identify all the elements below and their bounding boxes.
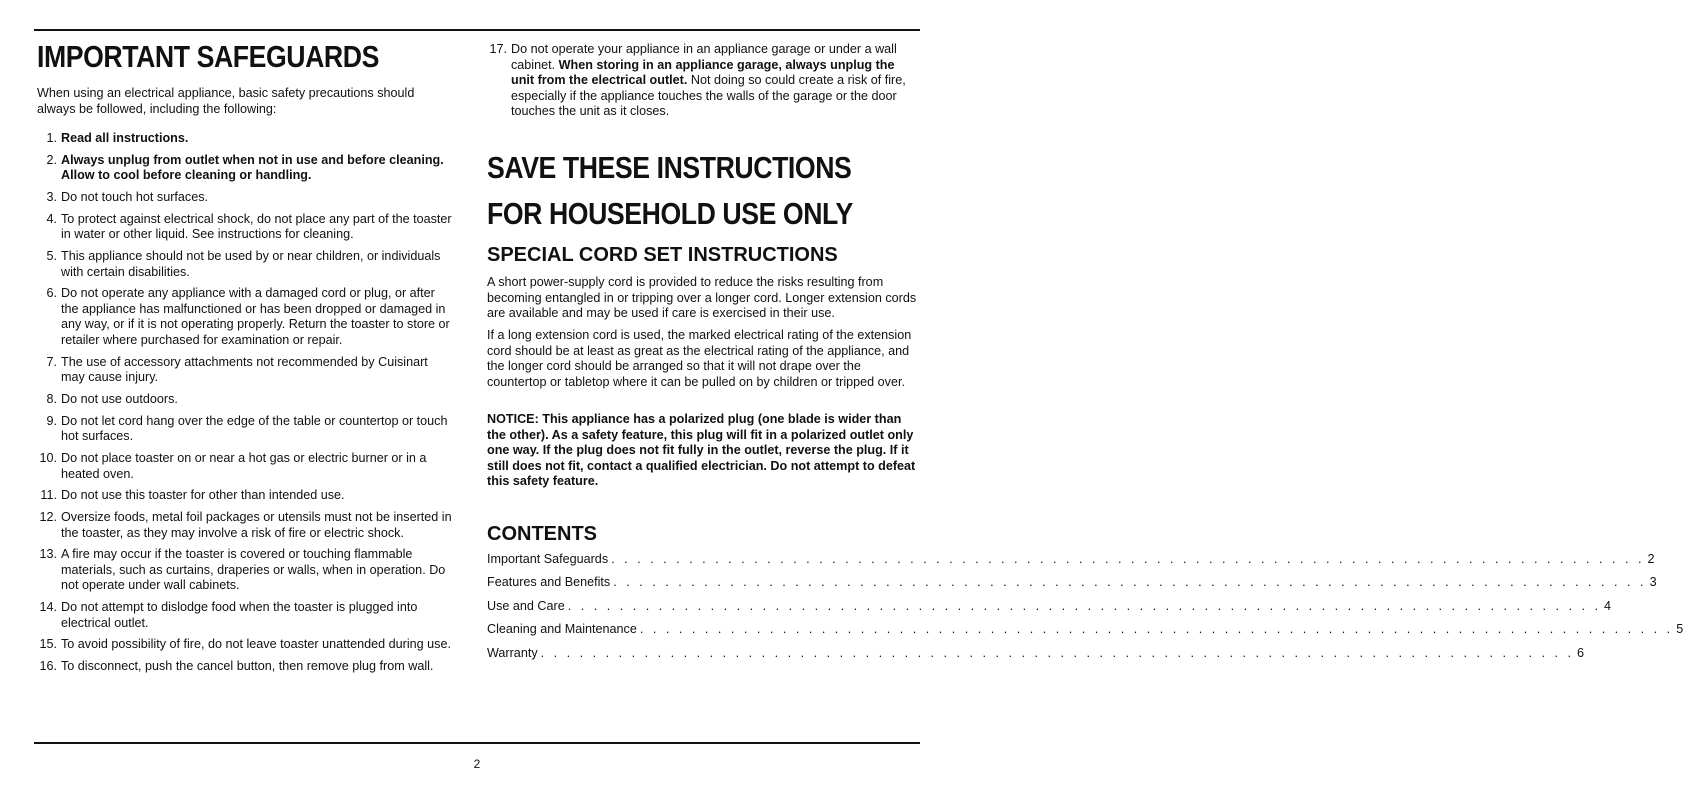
item-number: 14. xyxy=(39,600,57,615)
top-rule xyxy=(34,29,920,31)
item-text: Oversize foods, metal foil packages or utensils must not be inserted in the toaster, as they may involve a risk of fire or electric shock. xyxy=(61,509,452,540)
item-text: Do not use outdoors. xyxy=(61,391,178,406)
item-number: 17. xyxy=(489,42,507,56)
list-item xyxy=(37,249,455,280)
dot-leader: . . . . . . . . . . . . . . . . . . . . . . . . . . . . . . . . . . . . . . . . . . . . . . . . . . . . . . . . . . . . . . . . . . . . . . . . . . . . . . . . xyxy=(567,598,1602,613)
item-bold-text: Always unplug from outlet when not in use and before cleaning. Allow to cool before cleaning or handling. xyxy=(61,152,444,183)
list-item xyxy=(37,451,455,482)
save-line-2: FOR HOUSEHOLD USE ONLY xyxy=(487,196,853,231)
list-item xyxy=(37,131,455,147)
item-number: 2. xyxy=(46,152,57,167)
item-text: To avoid possibility of fire, do not leave toaster unattended during use. xyxy=(61,637,451,652)
list-item xyxy=(37,547,455,594)
contents-entry xyxy=(487,575,1657,598)
contents-entry xyxy=(487,552,1655,575)
item-text: To disconnect, push the cancel button, then remove plug from wall. xyxy=(61,659,434,674)
contents-label: Use and Care xyxy=(487,598,565,613)
item-text: The use of accessory attachments not recommended by Cuisinart may cause injury. xyxy=(61,354,428,385)
item-text: To protect against electrical shock, do not place any part of the toaster in water or other liquid. See instructions for cleaning. xyxy=(61,211,452,242)
item-text: Do not place toaster on or near a hot gas or electric burner or in a heated oven. xyxy=(61,450,427,481)
item-text: A fire may occur if the toaster is covered or touching flammable materials, such as curtains, draperies or walls, when in operation. Do not operate under wall cabinets. xyxy=(61,547,446,593)
contents-entry xyxy=(487,645,1584,669)
list-item xyxy=(37,488,455,504)
save-line-1: SAVE THESE INSTRUCTIONS xyxy=(487,150,852,185)
intro-text: When using an electrical appliance, basic safety precautions should always be followed, including the following: xyxy=(37,86,415,116)
contents-page-number: 2 xyxy=(1647,552,1655,566)
list-item xyxy=(37,153,455,184)
item-number: 15. xyxy=(39,637,57,652)
list-item xyxy=(37,392,455,408)
notice-label: NOTICE: xyxy=(487,412,539,426)
dot-leader: . . . . . . . . . . . . . . . . . . . . . . . . . . . . . . . . . . . . . . . . . . . . . . . . . . . . . . . . . . . . . . . . . . . . . . . . . . . . . . . . xyxy=(611,552,1645,566)
item-number: 8. xyxy=(46,391,57,406)
item-text: Not doing so could create a risk of fire, especially if the appliance touches the walls of the garage or the door touches the unit as it closes. xyxy=(511,73,906,119)
item-number: 5. xyxy=(46,248,57,263)
item-bold-text: When storing in an appliance garage, always unplug the unit from the electrical outlet. xyxy=(511,57,895,88)
notice-paragraph xyxy=(487,412,917,490)
bottom-rule xyxy=(34,742,920,744)
list-item-17 xyxy=(487,42,917,120)
page-title: IMPORTANT SAFEGUARDS xyxy=(37,39,379,74)
item-text: Do not touch hot surfaces. xyxy=(61,189,209,204)
cord-heading: SPECIAL CORD SET INSTRUCTIONS xyxy=(487,244,838,266)
save-instructions-heading xyxy=(487,145,1087,237)
list-item xyxy=(37,659,455,675)
contents-label: Warranty xyxy=(487,645,538,660)
item-number: 11. xyxy=(40,488,57,503)
contents-page-number: 3 xyxy=(1649,575,1657,590)
contents-entry xyxy=(487,598,1612,622)
contents-heading: CONTENTS xyxy=(487,523,597,545)
item-bold-text: Read all instructions. xyxy=(61,131,189,145)
item-number: 3. xyxy=(46,189,57,204)
item-text: Do not let cord hang over the edge of the table or countertop or touch hot surfaces. xyxy=(61,413,448,444)
list-item xyxy=(37,286,455,348)
cord-paragraph-1: A short power-supply cord is provided to reduce the risks resulting from becoming entangled in or tripping over a longer cord. Longer extension cords are available and may be used if care is exercised in their use. xyxy=(487,275,917,321)
list-item xyxy=(37,190,455,206)
item-number: 4. xyxy=(46,211,57,226)
list-item xyxy=(37,600,455,631)
item-number: 12. xyxy=(39,509,57,524)
item-text: Do not use this toaster for other than intended use. xyxy=(61,488,345,503)
contents-page-number: 6 xyxy=(1576,645,1584,660)
item-number: 6. xyxy=(46,286,57,301)
list-item xyxy=(37,212,455,243)
contents-page-number: 5 xyxy=(1676,622,1683,637)
list-item xyxy=(37,510,455,541)
contents-label: Cleaning and Maintenance xyxy=(487,622,637,637)
item-text: Do not attempt to dislodge food when the toaster is plugged into electrical outlet. xyxy=(61,600,418,630)
page-number: 2 xyxy=(473,757,481,771)
contents-list xyxy=(487,552,1683,669)
item-number: 13. xyxy=(39,547,57,562)
item-text: Do not operate any appliance with a damaged cord or plug, or after the appliance has malfunctioned or has been dropped or damaged in any way, or if it is not operating properly. Return the toaster to store or retailer where purchased for examination or repair. xyxy=(61,286,450,347)
item-text: Do not operate your appliance in an appliance garage or under a wall cabinet. xyxy=(511,42,897,72)
list-item xyxy=(37,355,455,386)
item-number: 9. xyxy=(46,413,57,428)
item-number: 1. xyxy=(46,131,57,145)
dot-leader: . . . . . . . . . . . . . . . . . . . . . . . . . . . . . . . . . . . . . . . . . . . . . . . . . . . . . . . . . . . . . . . . . . . . . . . . . . . . . . . . xyxy=(613,575,1647,590)
contents-page-number: 4 xyxy=(1604,598,1612,613)
notice-text: This appliance has a polarized plug (one blade is wider than the other). As a safety feature, this plug will fit in a polarized outlet only one way. If the plug does not fit fully in the outlet, reverse the plug. If it still does not fit, contact a qualified electrician. Do not attempt to defeat this safety feature. xyxy=(487,412,916,489)
dot-leader: . . . . . . . . . . . . . . . . . . . . . . . . . . . . . . . . . . . . . . . . . . . . . . . . . . . . . . . . . . . . . . . . . . . . . . . . . . . . . . . . xyxy=(540,645,1574,660)
contents-label: Features and Benefits xyxy=(487,575,611,590)
contents-entry xyxy=(487,622,1683,645)
safeguards-list xyxy=(37,131,455,681)
item-number: 16. xyxy=(39,659,57,674)
list-item xyxy=(37,637,455,653)
item-number: 10. xyxy=(39,450,57,465)
contents-label: Important Safeguards xyxy=(487,552,609,566)
dot-leader: . . . . . . . . . . . . . . . . . . . . . . . . . . . . . . . . . . . . . . . . . . . . . . . . . . . . . . . . . . . . . . . . . . . . . . . . . . . . . . . . xyxy=(639,622,1674,637)
item-text: This appliance should not be used by or near children, or individuals with certain disabilities. xyxy=(61,248,441,279)
item-number: 7. xyxy=(46,354,57,369)
list-item xyxy=(37,414,455,445)
cord-paragraph-2: If a long extension cord is used, the marked electrical rating of the extension cord should be at least as great as the electrical rating of the appliance, and the longer cord should be arranged so that it will not drape over the countertop or tabletop where it can be pulled on by children or tripped over. xyxy=(487,328,912,389)
